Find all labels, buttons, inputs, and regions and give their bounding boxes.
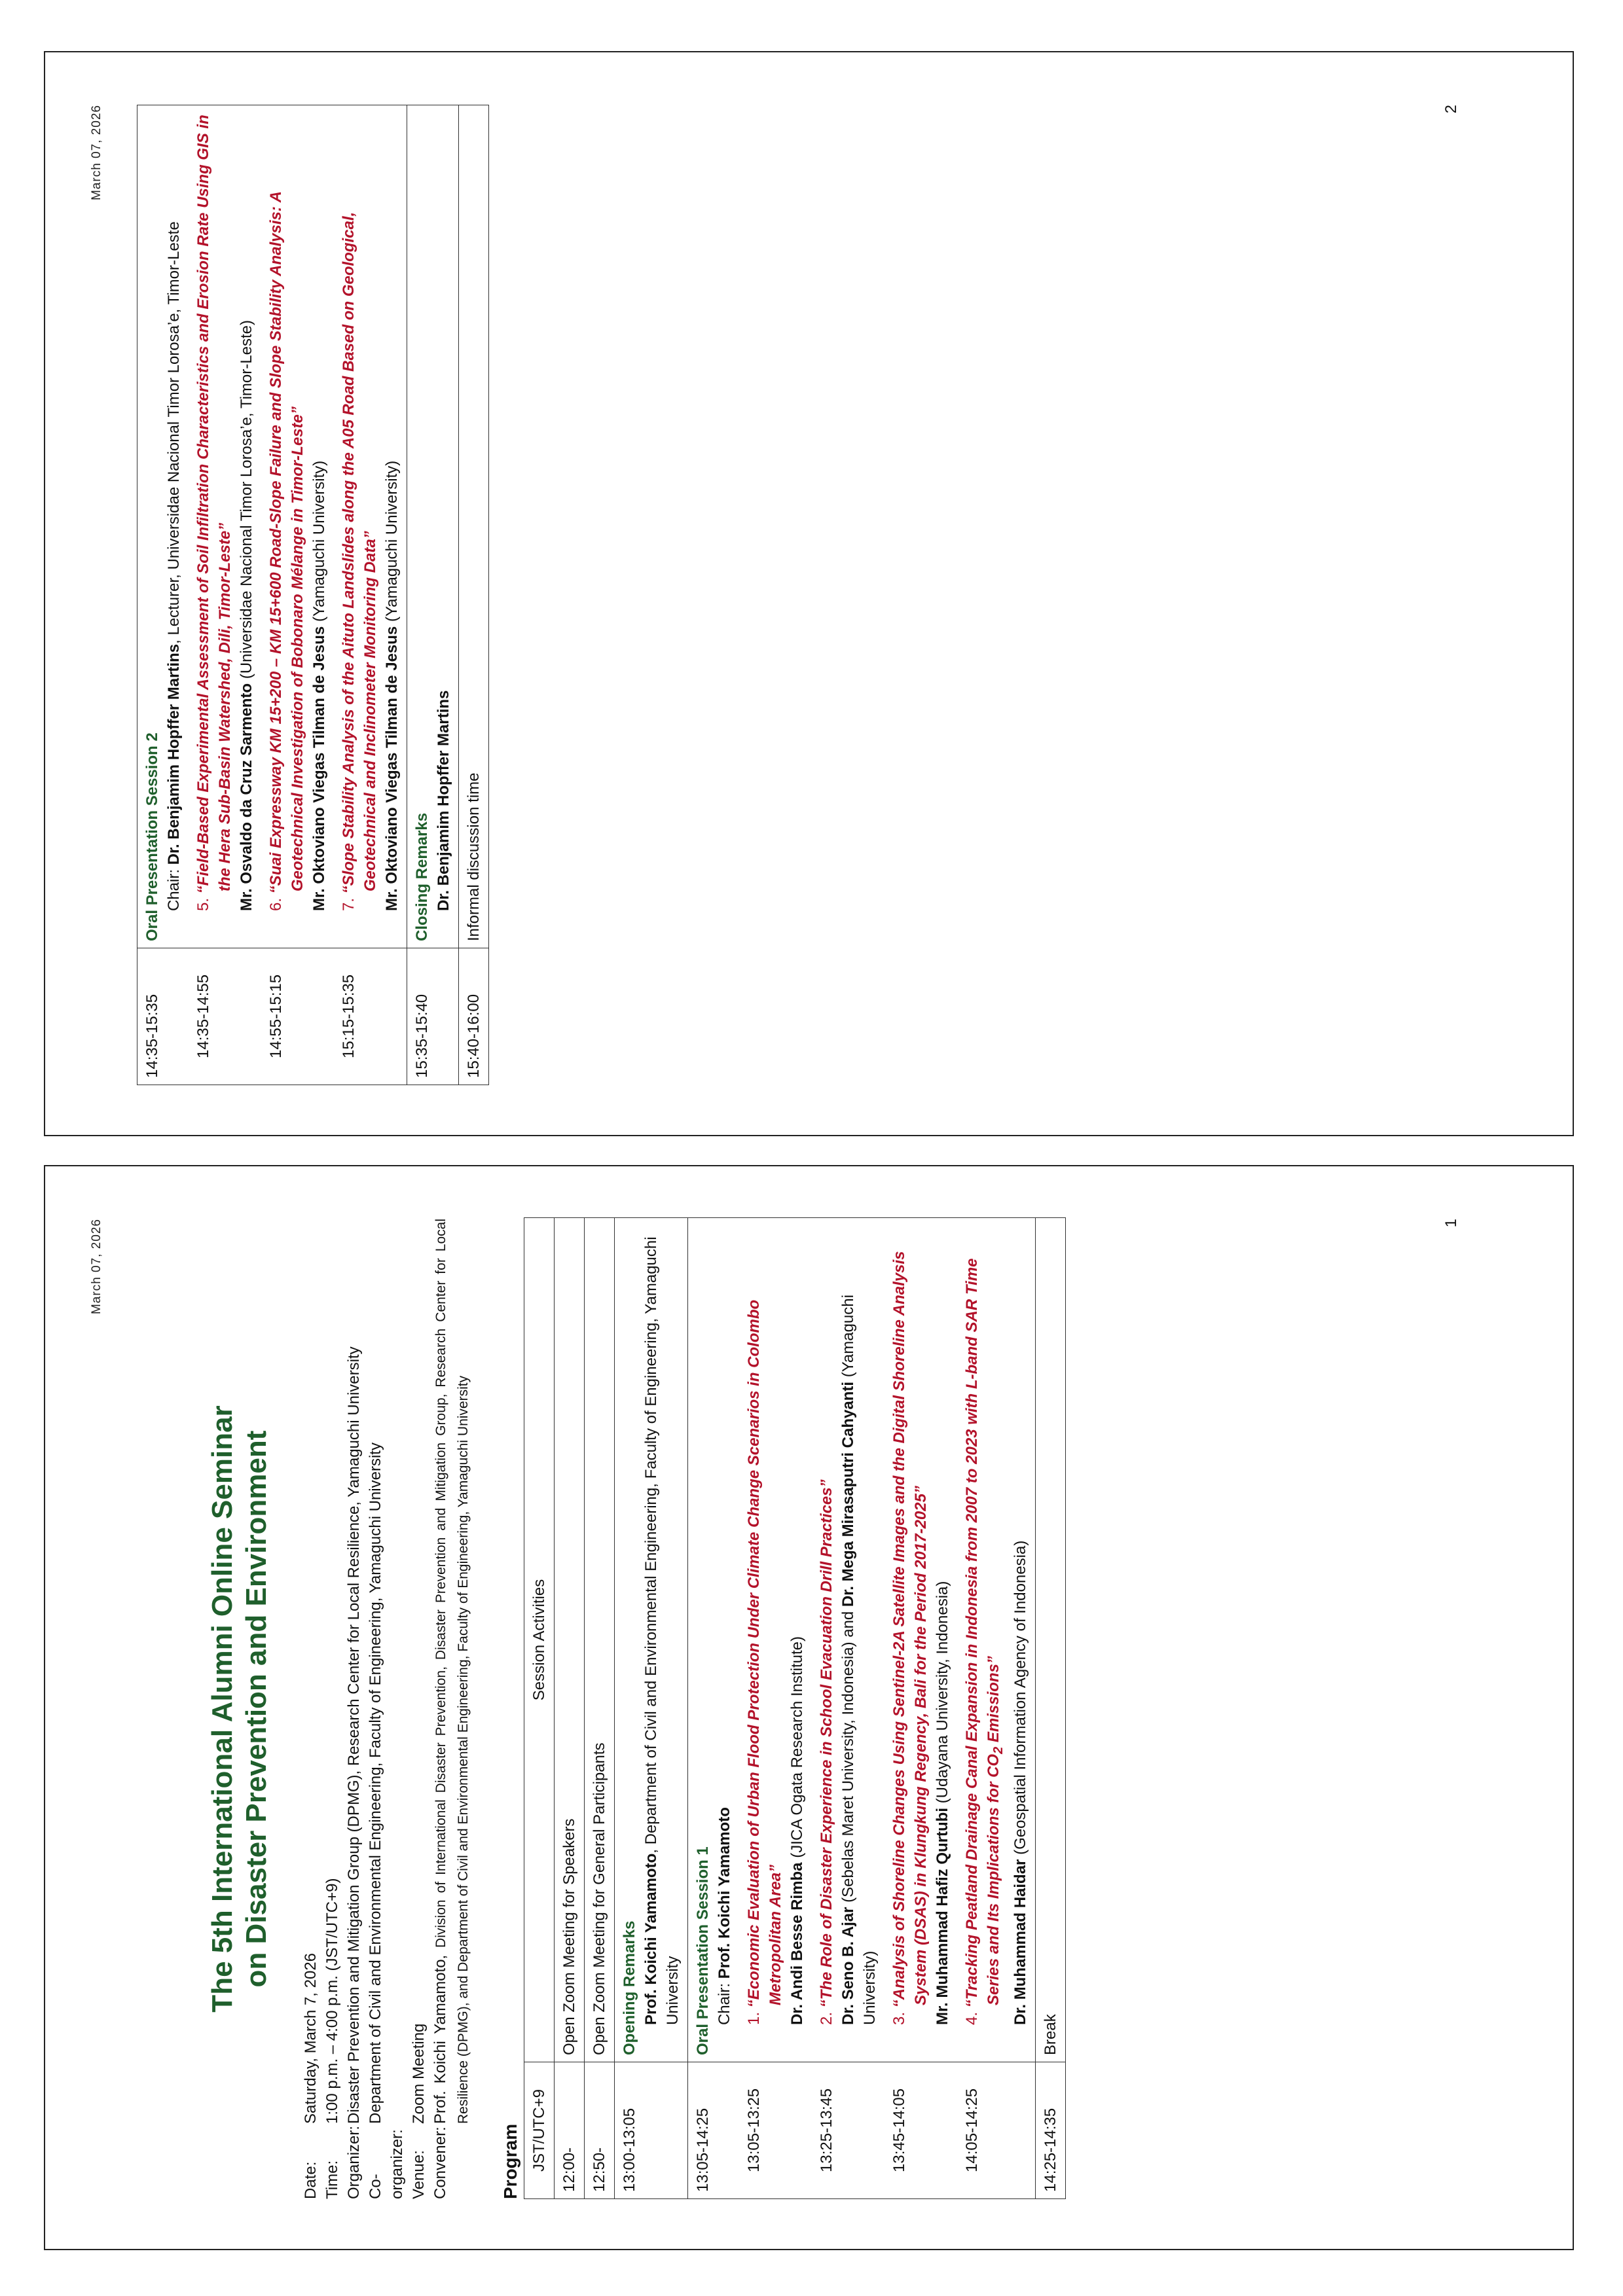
talk-affil: (Sebelas Maret University, Indonesia) and [839,1607,857,1907]
break-title: Break [1035,1218,1065,2062]
table-row-break [1035,1218,1065,2199]
table-row-discussion [459,105,489,1085]
session2-chair-affil: , Lecturer, Universidae Nacional Timor Lorosa’e, Timor-Leste [165,221,183,644]
venue-label: Venue: [410,2150,428,2199]
session1-title: Oral Presentation Session 1 [694,1846,712,2055]
info-organizer [343,1219,365,2199]
talk-row [334,105,407,1085]
talk-speaker-2: Dr. Mega Mirasaputri Cahyanti [839,1381,857,1607]
row-activity: Open Zoom Meeting for General Participants [585,1218,615,2062]
talk-time: 13:45-14:05 [884,2062,957,2199]
info-time [321,1219,343,2199]
page-2-content [45,52,1575,1138]
session2-chair: Dr. Benjamim Hopffer Martins [165,643,183,865]
talk-affil: (Universidae Nacional Timor Lorosa’e, Timor-Leste) [238,320,255,683]
info-date [300,1219,321,2199]
header-date: March 07, 2026 [90,1219,103,1315]
talk-title: “Field-Based Experimental Assessment of Soil Infiltration Characteristics and Erosion Rate Using GIS in the Hera Sub-Basin Watershed, Dili, Timor-Leste” [194,115,234,894]
table-row-closing [407,105,459,1085]
talk-speaker: Mr. Oktoviano Viegas Tilman de Jesus [383,626,401,911]
talk-title: “Slope Stability Analysis of the Aituto Landslides along the A05 Road Based on Geological, Geotechnical and Inclinometer Monitoring Data” [340,211,379,894]
session2-header-row [137,105,189,1085]
opening-speaker: Prof. Koichi Yamamoto [642,1853,660,2025]
closing-title: Closing Remarks [413,812,431,941]
talk-speaker: Dr. Andi Besse Rimba [788,1862,806,2025]
talk-number: 5. [194,897,212,911]
discussion-time: 15:40-16:00 [459,948,489,1085]
table-row [585,1218,615,2199]
session2-time: 14:35-15:35 [137,948,189,1085]
break-time: 14:25-14:35 [1035,2062,1065,2199]
talk-speaker: Mr. Muhammad Hafiz Qurtubi [934,1807,951,2025]
talk-number: 7. [340,897,357,911]
page-number: 1 [1442,1219,1460,1228]
talk-number: 1. [745,2011,763,2025]
session1-chair: Prof. Koichi Yamamoto [716,1807,733,1979]
header-time: JST/UTC+9 [524,2062,555,2199]
title-line-2: on Disaster Prevention and Environment [240,1430,272,1988]
time-label: Time: [323,2160,341,2199]
coorganizer-label: Co-organizer: [367,2129,406,2199]
event-info [300,1219,474,2199]
convener-name: Prof. Koichi Yamamoto, [431,1954,449,2124]
talk-row [812,1218,884,2199]
organizer-value: Disaster Prevention and Mitigation Group (DPMG), Research Center for Local Resilience, Yamaguchi University [345,1346,363,2124]
talk-affil: (JICA Ogata Research Institute) [788,1636,806,1863]
organizer-label: Organizer: [345,2125,363,2199]
talk-number: 6. [267,897,285,911]
talk-speaker: Mr. Osvaldo da Cruz Sarmento [238,683,255,911]
opening-affil: , Department of Civil and Environmental Engineering, Faculty of Engineering, Yamaguchi University [642,1236,682,2025]
talk-time: 14:55-15:15 [261,948,334,1085]
discussion-activity: Informal discussion time [459,105,489,948]
table-row [555,1218,585,2199]
talk-time: 13:25-13:45 [812,2062,884,2199]
seminar-title [206,1219,274,2199]
coorganizer-value: Department of Civil and Environmental Engineering, Faculty of Engineering, Yamaguchi University [367,1443,384,2124]
closing-time: 15:35-15:40 [407,948,459,1085]
session1-time: 13:05-14:25 [688,2062,740,2199]
row-time: 13:00-13:05 [615,2062,688,2199]
opening-remarks-title: Opening Remarks [621,1920,638,2055]
talk-time: 15:15-15:35 [334,948,407,1085]
talk-speaker: Mr. Oktoviano Viegas Tilman de Jesus [310,626,328,911]
talk-affil: (Yamaguchi University) [310,460,328,626]
title-line-1: The 5th International Alumni Online Seminar [206,1405,238,2013]
talk-row [261,105,334,1085]
talk-row [189,105,261,1085]
time-value: 1:00 p.m. – 4:00 p.m. (JST/UTC+9) [323,1878,341,2124]
venue-value: Zoom Meeting [410,2023,428,2124]
page-number: 2 [1442,105,1460,114]
talk-affil: (Yamaguchi University) [383,460,401,626]
table-header-row [524,1218,555,2199]
info-coorganizer [365,1219,408,2199]
talk-title: “Suai Expressway KM 15+200 – KM 15+600 Road-Slope Failure and Slope Stability Analysis: A Geotechnical Investigation of Bobonaro Mélange in Timor-Leste” [267,191,306,894]
talk-row [739,1218,812,2199]
talk-affil-2: (Yamaguchi University) [839,1295,879,2025]
page-1 [44,1165,1574,2250]
talk-number: 2. [818,2011,835,2025]
talk-affil: (Geospatial Information Agency of Indonesia) [1011,1540,1029,1859]
talk-speaker: Dr. Muhammad Haidar [1011,1859,1029,2025]
talk-time: 14:35-14:55 [189,948,261,1085]
talk-title-subscript: 2 [991,1746,1006,1754]
program-table-continued [137,105,489,1085]
talk-speaker: Dr. Seno B. Ajar [839,1907,857,2025]
page-2 [44,51,1574,1136]
talk-time: 14:05-14:25 [957,2062,1035,2199]
program-title: Program [500,2123,520,2199]
convener-label: Convener: [431,2126,449,2199]
date-label: Date: [302,2161,319,2199]
info-convener [429,1219,474,2199]
talk-title: “Analysis of Shoreline Changes Using Sentinel-2A Satellite Images and the Digital Shoreline Analysis System (DSAS) in Klungkung Regency, Bali for the Period 2017-2025” [890,1251,930,2008]
row-activity [615,1218,688,2062]
convener-value: Division of International Disaster Prevention, Disaster Prevention and Mitigation Group, Research Center for Local Resilience (DPMG), and Department of Civil and Environmental Engineering, Faculty of Engineering, Yamaguchi University [433,1218,471,2124]
row-time: 12:00- [555,2062,585,2199]
talk-title-end: Emissions” [985,1656,1002,1747]
header-date: March 07, 2026 [90,105,103,201]
talk-row [884,1218,957,2199]
session1-chair-label: Chair: [716,1979,733,2025]
table-row [615,1218,688,2199]
info-venue [408,1219,429,2199]
talk-row [957,1218,1035,2199]
talk-time: 13:05-13:25 [739,2062,812,2199]
program-table [524,1217,1066,2199]
session2-chair-label: Chair: [165,865,183,911]
header-activity: Session Activities [524,1218,555,2062]
talk-title: “Economic Evaluation of Urban Flood Protection Under Climate Change Scenarios in Colombo Metropolitan Area” [745,1299,784,2008]
talk-number: 3. [890,2011,908,2025]
talk-number: 4. [963,2011,981,2025]
talk-title: “The Role of Disaster Experience in School Evacuation Drill Practices” [818,1479,835,2008]
date-value: Saturday, March 7, 2026 [302,1952,319,2124]
talk-affil: (Udayana University, Indonesia) [934,1581,951,1808]
page-1-content [45,1166,1575,2251]
session1-header-row [688,1218,740,2199]
row-activity: Open Zoom Meeting for Speakers [555,1218,585,2062]
talk-title: “Tracking Peatland Drainage Canal Expansion in Indonesia from 2007 to 2023 with L-band SAR Time Series and Its Implications for CO [963,1258,1002,2008]
row-time: 12:50- [585,2062,615,2199]
closing-speaker: Dr. Benjamim Hopffer Martins [435,690,452,911]
session2-title: Oral Presentation Session 2 [143,732,161,941]
